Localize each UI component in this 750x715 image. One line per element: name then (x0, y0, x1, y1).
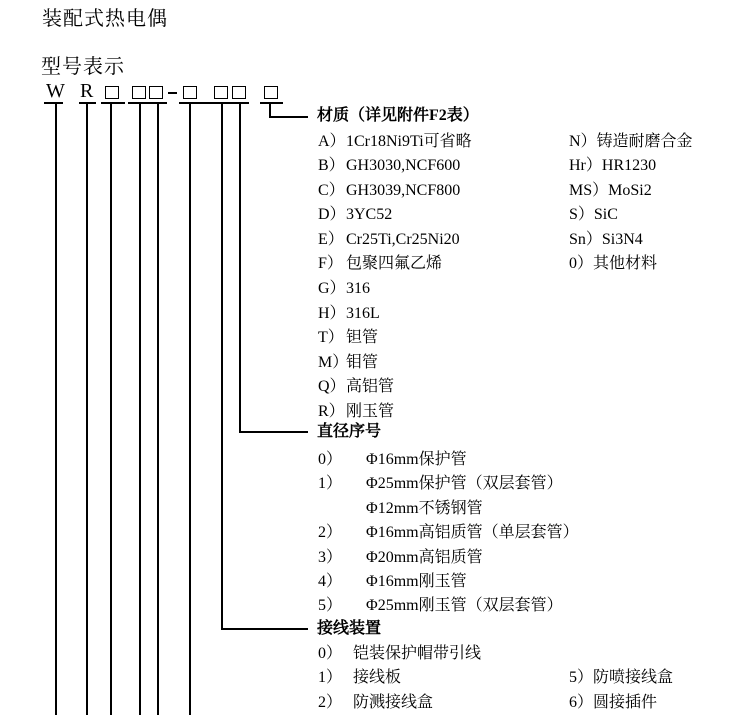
material-text: Cr25Ti,Cr25Ni20 (346, 231, 460, 248)
wiring-text: 铠装保护帽带引线 (353, 645, 482, 662)
diameter-code: 5） (318, 597, 343, 614)
model-code-box-7 (264, 86, 278, 99)
material-text: 钼管 (346, 354, 379, 371)
material-text: 1Cr18Ni9Ti可省略 (346, 133, 472, 150)
underline-box1 (101, 102, 125, 104)
material-code: M） (318, 354, 349, 371)
material-code: B） (318, 157, 345, 174)
model-code-box-4 (183, 86, 197, 99)
wiring-text: 防溅接线盒 (353, 694, 434, 711)
material-code: E） (318, 231, 344, 248)
leader-line-3 (110, 104, 112, 715)
model-code-box-2 (132, 86, 146, 99)
page-title: 装配式热电偶 (42, 8, 168, 30)
leader-line-4 (139, 104, 141, 715)
underline-w (44, 102, 63, 104)
diameter-text: Φ16mm保护管 (366, 451, 467, 468)
material-right-item: 0）其他材料 (569, 255, 658, 272)
connector-wiring (221, 628, 308, 630)
material-code: C） (318, 182, 345, 199)
wiring-heading: 接线装置 (317, 620, 382, 637)
leader-line-6 (189, 104, 191, 715)
model-code-box-3 (149, 86, 163, 99)
diameter-text: Φ12mm不锈钢管 (366, 500, 483, 517)
material-heading: 材质（详见附件F2表） (317, 107, 479, 124)
diameter-code: 3） (318, 549, 343, 566)
material-code: T） (318, 329, 344, 346)
material-code: G） (318, 280, 346, 297)
material-text: 刚玉管 (346, 403, 395, 420)
model-letter-w: W (46, 80, 65, 102)
leader-line-5 (157, 104, 159, 715)
leader-line-2 (86, 104, 88, 715)
diameter-code: 2） (318, 524, 343, 541)
material-code: A） (318, 133, 346, 150)
wiring-right-item: 5）防喷接线盒 (569, 669, 674, 686)
diameter-text: Φ25mm刚玉管（双层套管） (366, 597, 563, 614)
material-right-item: MS）MoSi2 (569, 182, 652, 199)
material-text: 钽管 (346, 329, 379, 346)
diameter-text: Φ16mm高铝质管（单层套管） (366, 524, 579, 541)
leader-line-1 (55, 104, 57, 715)
material-text: 316 (346, 280, 370, 297)
model-letter-r: R (80, 80, 94, 102)
underline-box2-3 (128, 102, 167, 104)
diameter-code: 0） (318, 451, 343, 468)
wiring-code: 1） (318, 669, 343, 686)
connector-diameter (239, 431, 308, 433)
diameter-code: 4） (318, 573, 343, 590)
page-subtitle: 型号表示 (41, 56, 125, 78)
material-text: GH3030,NCF600 (346, 157, 461, 174)
diameter-text: Φ20mm高铝质管 (366, 549, 483, 566)
wiring-code: 2） (318, 694, 343, 711)
diameter-heading: 直径序号 (317, 423, 382, 440)
wiring-code: 0） (318, 645, 343, 662)
leader-line-wiring (221, 104, 223, 630)
connector-material (269, 116, 308, 118)
material-code: Q） (318, 378, 346, 395)
diameter-text: Φ25mm保护管（双层套管） (366, 475, 563, 492)
material-text: 3YC52 (346, 206, 393, 223)
wiring-right-item: 6）圆接插件 (569, 694, 658, 711)
leader-line-diameter (239, 104, 241, 433)
material-text: 高铝管 (346, 378, 395, 395)
material-code: R） (318, 403, 345, 420)
material-code: F） (318, 255, 343, 272)
diameter-code: 1） (318, 475, 343, 492)
material-code: D） (318, 206, 346, 223)
material-right-item: N）铸造耐磨合金 (569, 133, 693, 150)
material-right-item: S）SiC (569, 206, 618, 223)
material-right-item: Sn）Si3N4 (569, 231, 643, 248)
material-text: 316L (346, 305, 380, 322)
material-right-item: Hr）HR1230 (569, 157, 657, 174)
material-text: 包聚四氟乙烯 (346, 255, 443, 272)
diameter-text: Φ16mm刚玉管 (366, 573, 467, 590)
model-code-box-1 (105, 86, 119, 99)
material-code: H） (318, 305, 346, 322)
underline-box7 (260, 102, 283, 104)
model-code-box-6 (232, 86, 246, 99)
material-text: GH3039,NCF800 (346, 182, 461, 199)
model-code-box-5 (214, 86, 228, 99)
wiring-text: 接线板 (353, 669, 402, 686)
model-code-dash (168, 92, 177, 94)
